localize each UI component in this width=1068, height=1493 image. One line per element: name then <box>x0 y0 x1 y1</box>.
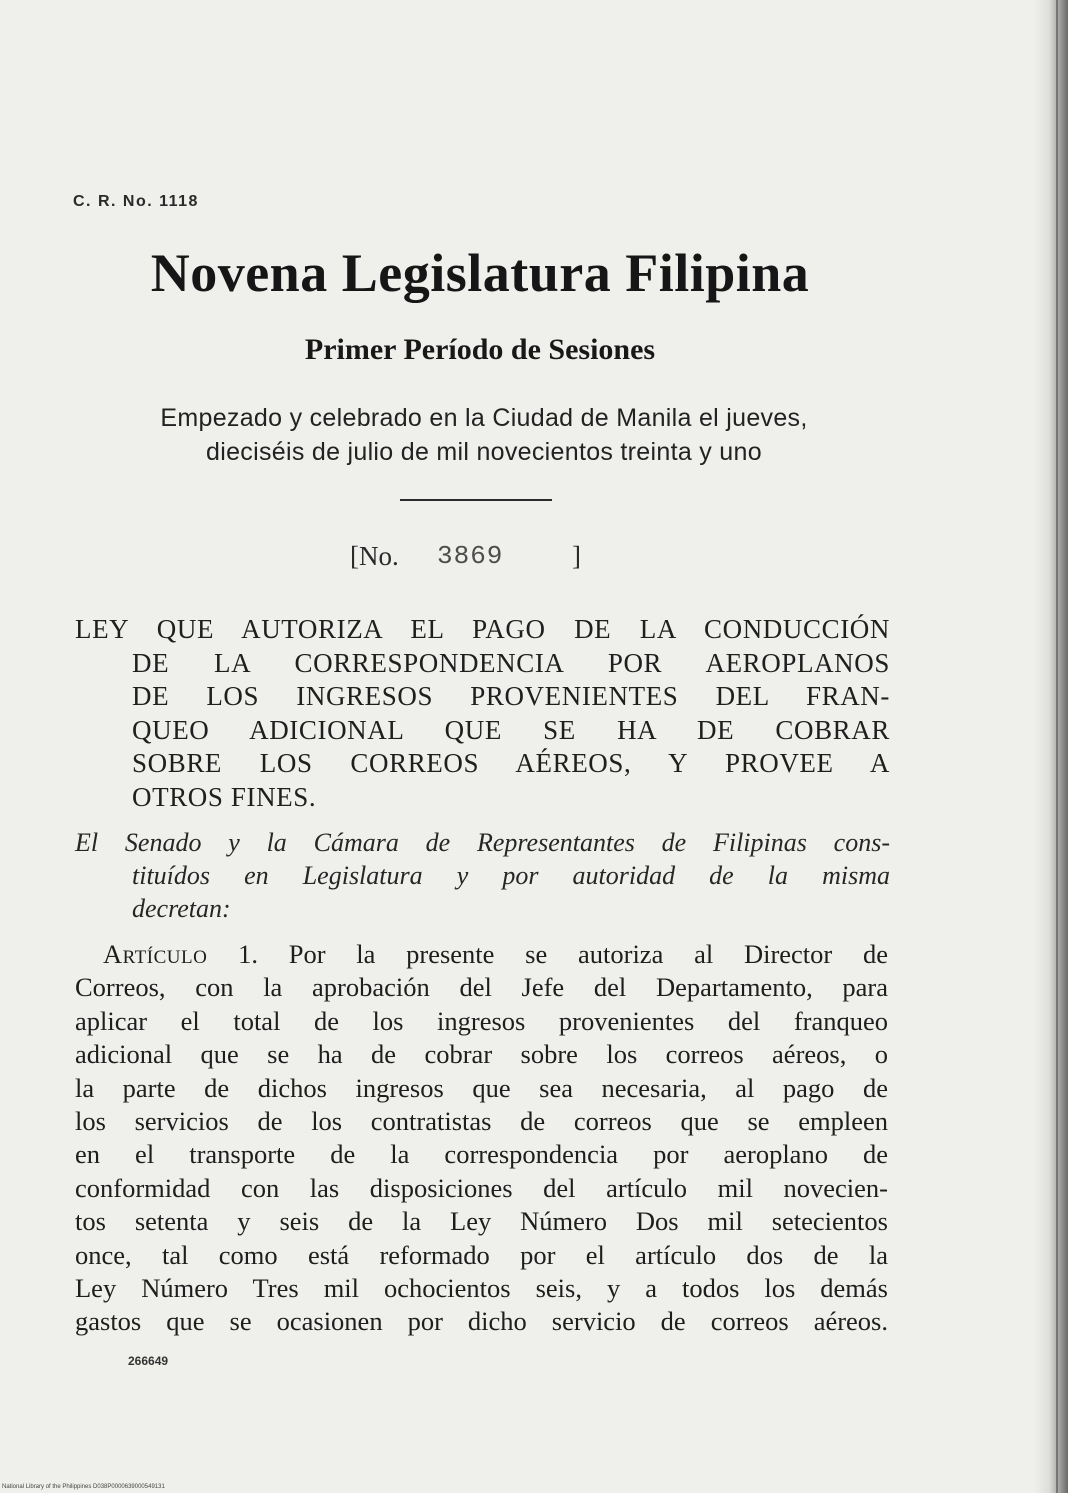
page-code: 266649 <box>128 1354 169 1368</box>
bill-title-line: SOBRE LOS CORREOS AÉREOS, Y PROVEE A <box>132 748 890 779</box>
act-number-suffix: ] <box>572 541 581 571</box>
article-line: Correos, con la aprobación del Jefe del Departamento, para <box>75 972 888 1003</box>
bill-title-line: OTROS FINES. <box>132 781 317 812</box>
page-edge-shadow <box>1034 0 1068 1493</box>
divider-rule <box>400 499 552 501</box>
session-subtitle: Primer Período de Sesiones <box>304 333 656 366</box>
act-number: 3869 <box>437 541 504 571</box>
bill-title-line: QUEO ADICIONAL QUE SE HA DE COBRAR <box>132 714 890 745</box>
article-line: aplicar el total de los ingresos provenientes del franqueo <box>75 1005 888 1036</box>
enacting-clause <box>75 826 890 925</box>
archive-footer: National Library of the Philippines D038P0000639000549131 <box>2 1484 165 1490</box>
article-line: los servicios de los contratistas de correos que se empleen <box>75 1106 888 1137</box>
act-number-prefix: [No. <box>350 541 399 571</box>
bill-title-line: LEY QUE AUTORIZA EL PAGO DE LA CONDUCCIÓN <box>75 614 890 644</box>
enacting-clause-line: decretan: <box>132 894 231 923</box>
bill-title <box>75 613 890 815</box>
article-first-line-text: 1. Por la presente se autoriza al Director de <box>238 939 888 969</box>
intro-line: dieciséis de julio de mil novecientos treinta y uno <box>206 438 762 466</box>
article-line: adicional que se ha de cobrar sobre los correos aéreos, o <box>75 1039 888 1070</box>
article-label: Artículo <box>103 939 208 969</box>
article-line <box>75 938 888 971</box>
enacting-clause-line: tituídos en Legislatura y por autoridad de la misma <box>132 861 890 890</box>
article-line: gastos que se ocasionen por dicho servicio de correos aéreos. <box>75 1306 888 1337</box>
enacting-clause-line: El Senado y la Cámara de Representantes de Filipinas cons- <box>75 828 890 857</box>
cr-number: C. R. No. 1118 <box>73 193 199 210</box>
article-line: once, tal como está reformado por el artículo dos de la <box>75 1239 888 1270</box>
intro-line: Empezado y celebrado en la Ciudad de Manila el jueves, <box>160 404 808 432</box>
article-line: tos setenta y seis de la Ley Número Dos mil setecientos <box>75 1206 888 1237</box>
page-edge-line <box>1056 0 1058 1493</box>
article-line: conformidad con las disposiciones del artículo mil novecien- <box>75 1172 888 1203</box>
bill-title-line: DE LA CORRESPONDENCIA POR AEROPLANOS <box>132 647 890 678</box>
bill-title-line: DE LOS INGRESOS PROVENIENTES DEL FRAN- <box>132 681 890 712</box>
article-line: Ley Número Tres mil ochocientos seis, y a todos los demás <box>75 1273 888 1304</box>
document-title: Novena Legislatura Filipina <box>150 243 810 303</box>
article-line: en el transporte de la correspondencia por aeroplano de <box>75 1139 888 1170</box>
article-line: la parte de dichos ingresos que sea necesaria, al pago de <box>75 1072 888 1103</box>
article-1-paragraph <box>75 938 888 1339</box>
